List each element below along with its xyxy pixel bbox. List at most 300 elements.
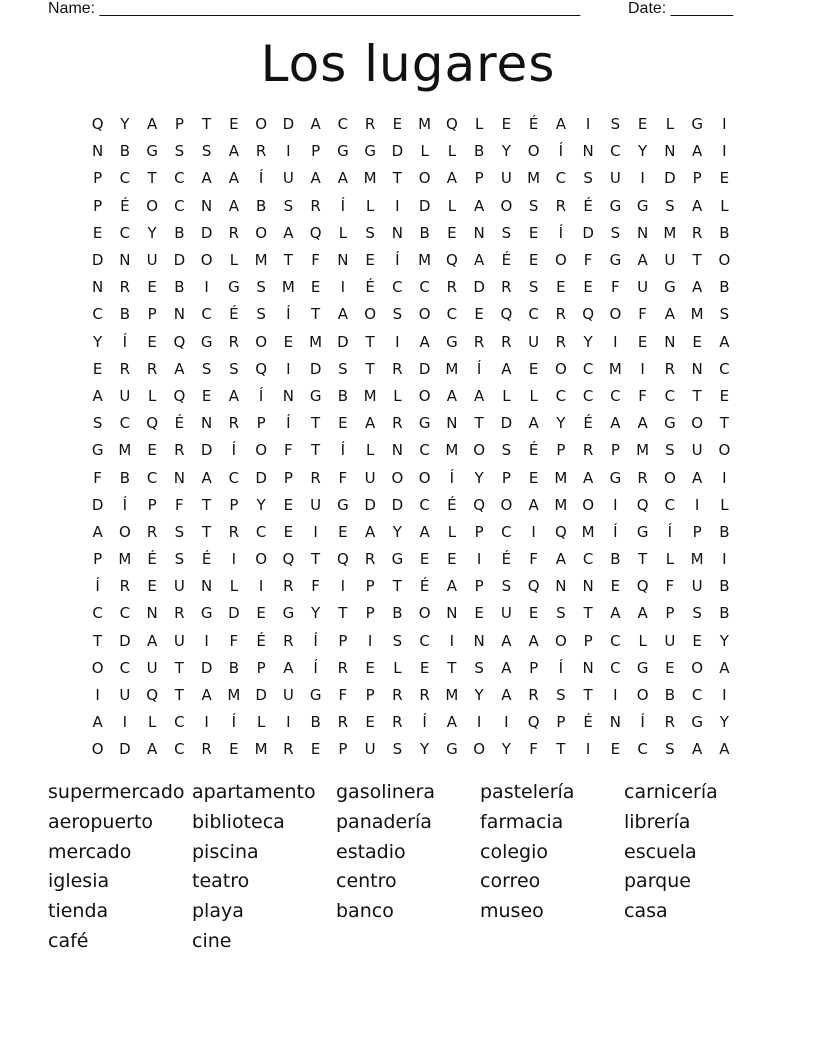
grid-letter[interactable]: E (283, 495, 294, 514)
grid-letter[interactable]: P (147, 305, 157, 324)
grid-letter[interactable]: L (229, 577, 239, 596)
grid-letter[interactable]: A (446, 577, 457, 596)
grid-letter[interactable]: Y (392, 522, 402, 541)
grid-letter[interactable]: G (636, 522, 649, 541)
grid-letter[interactable]: É (229, 305, 239, 324)
grid-letter[interactable]: D (282, 115, 295, 134)
grid-letter[interactable]: B (174, 223, 185, 242)
grid-letter[interactable]: N (201, 577, 213, 596)
grid-letter[interactable]: D (418, 196, 431, 215)
grid-letter[interactable]: M (636, 441, 650, 460)
grid-letter[interactable]: P (256, 658, 266, 677)
grid-letter[interactable]: I (531, 522, 536, 541)
grid-letter[interactable]: P (556, 441, 566, 460)
grid-letter[interactable]: S (665, 740, 675, 759)
grid-letter[interactable]: G (664, 278, 676, 297)
grid-letter[interactable]: O (418, 386, 431, 405)
grid-letter[interactable]: F (311, 251, 320, 270)
grid-letter[interactable]: O (418, 305, 431, 324)
grid-letter[interactable]: R (446, 278, 458, 297)
grid-letter[interactable]: A (637, 251, 648, 270)
grid-letter[interactable]: A (582, 468, 594, 487)
grid-letter[interactable]: O (255, 550, 268, 569)
grid-letter[interactable]: M (663, 223, 677, 242)
grid-letter[interactable]: F (638, 305, 647, 324)
grid-letter[interactable]: R (174, 441, 185, 460)
grid-letter[interactable]: E (447, 223, 457, 242)
grid-letter[interactable]: S (174, 550, 185, 569)
grid-letter[interactable]: N (146, 604, 158, 623)
grid-letter[interactable]: E (92, 359, 103, 378)
grid-letter[interactable]: A (664, 305, 675, 324)
grid-letter[interactable]: P (610, 441, 620, 460)
grid-letter[interactable]: T (692, 251, 702, 270)
grid-letter[interactable]: N (664, 332, 676, 351)
grid-letter[interactable]: S (338, 359, 348, 378)
grid-letter[interactable]: N (664, 142, 676, 161)
grid-letter[interactable]: I (613, 686, 618, 705)
grid-letter[interactable]: Í (667, 522, 673, 541)
grid-letter[interactable]: B (719, 223, 730, 242)
grid-letter[interactable]: R (228, 332, 240, 351)
grid-letter[interactable]: O (691, 658, 704, 677)
grid-letter[interactable]: O (636, 686, 649, 705)
grid-letter[interactable]: U (119, 686, 131, 705)
grid-letter[interactable]: C (174, 169, 185, 188)
grid-letter[interactable]: T (692, 386, 702, 405)
grid-letter[interactable]: C (582, 550, 594, 569)
grid-letter[interactable]: Í (231, 713, 237, 732)
grid-letter[interactable]: Q (636, 495, 649, 514)
date-field[interactable]: Date: _______ (628, 0, 733, 17)
grid-letter[interactable]: S (583, 169, 593, 188)
grid-letter[interactable]: U (637, 278, 649, 297)
grid-letter[interactable]: Q (582, 305, 595, 324)
grid-letter[interactable]: I (722, 550, 727, 569)
grid-letter[interactable]: Í (558, 223, 564, 242)
grid-letter[interactable]: I (231, 550, 237, 569)
grid-letter[interactable]: N (391, 223, 403, 242)
grid-letter[interactable]: G (146, 142, 158, 161)
grid-letter[interactable]: I (286, 359, 291, 378)
grid-letter[interactable]: M (309, 332, 323, 351)
grid-letter[interactable]: Y (311, 604, 321, 623)
grid-letter[interactable]: Y (556, 414, 566, 433)
grid-letter[interactable]: E (528, 251, 539, 270)
grid-letter[interactable]: B (473, 142, 485, 161)
grid-letter[interactable]: C (610, 631, 621, 650)
grid-letter[interactable]: A (473, 251, 485, 270)
grid-letter[interactable]: A (92, 713, 103, 732)
grid-letter[interactable]: C (582, 359, 594, 378)
grid-letter[interactable]: G (691, 115, 703, 134)
grid-letter[interactable]: D (228, 604, 240, 623)
grid-letter[interactable]: F (284, 441, 293, 460)
grid-letter[interactable]: A (610, 604, 621, 623)
grid-letter[interactable]: G (337, 142, 349, 161)
grid-letter[interactable]: Í (313, 631, 318, 650)
grid-letter[interactable]: I (313, 522, 318, 541)
grid-letter[interactable]: P (583, 631, 593, 650)
grid-letter[interactable]: E (637, 332, 648, 351)
grid-letter[interactable]: É (256, 631, 266, 650)
grid-letter[interactable]: D (91, 495, 104, 514)
grid-letter[interactable]: Í (340, 441, 346, 460)
grid-letter[interactable]: Y (719, 631, 729, 650)
grid-letter[interactable]: L (502, 386, 511, 405)
grid-letter[interactable]: Q (527, 713, 540, 732)
grid-letter[interactable]: A (555, 115, 566, 134)
grid-letter[interactable]: N (446, 604, 458, 623)
grid-letter[interactable]: G (200, 604, 213, 623)
grid-letter[interactable]: C (228, 468, 240, 487)
grid-letter[interactable]: C (555, 169, 567, 188)
grid-letter[interactable]: E (474, 604, 484, 623)
grid-letter[interactable]: R (228, 414, 240, 433)
grid-letter[interactable]: D (391, 142, 404, 161)
grid-letter[interactable]: S (256, 305, 266, 324)
grid-letter[interactable]: A (637, 604, 648, 623)
grid-letter[interactable]: Y (583, 332, 593, 351)
grid-letter[interactable]: P (283, 468, 293, 487)
grid-letter[interactable]: I (395, 196, 400, 215)
grid-letter[interactable]: A (528, 414, 539, 433)
grid-letter[interactable]: F (638, 386, 647, 405)
grid-letter[interactable]: G (691, 713, 703, 732)
grid-letter[interactable]: Q (445, 251, 458, 270)
grid-letter[interactable]: G (364, 142, 376, 161)
grid-letter[interactable]: S (692, 604, 702, 623)
grid-letter[interactable]: C (419, 495, 430, 514)
grid-letter[interactable]: D (309, 359, 322, 378)
grid-letter[interactable]: B (228, 658, 240, 677)
grid-letter[interactable]: E (474, 305, 484, 324)
grid-letter[interactable]: N (473, 223, 485, 242)
grid-letter[interactable]: É (419, 577, 430, 596)
grid-letter[interactable]: A (691, 142, 703, 161)
grid-letter[interactable]: S (501, 577, 512, 596)
grid-letter[interactable]: A (146, 115, 158, 134)
grid-letter[interactable]: Í (122, 332, 128, 351)
grid-letter[interactable]: C (664, 386, 676, 405)
grid-letter[interactable]: C (555, 386, 567, 405)
grid-letter[interactable]: N (201, 196, 213, 215)
grid-letter[interactable]: G (446, 740, 458, 759)
grid-letter[interactable]: E (419, 550, 430, 569)
grid-letter[interactable]: T (474, 414, 484, 433)
grid-letter[interactable]: R (664, 713, 676, 732)
grid-letter[interactable]: L (447, 196, 457, 215)
grid-letter[interactable]: C (119, 169, 131, 188)
grid-letter[interactable]: U (146, 251, 158, 270)
grid-letter[interactable]: M (281, 278, 295, 297)
grid-letter[interactable]: L (229, 251, 239, 270)
grid-letter[interactable]: A (92, 522, 103, 541)
grid-letter[interactable]: C (610, 658, 621, 677)
grid-letter[interactable]: E (147, 332, 157, 351)
grid-letter[interactable]: R (119, 278, 131, 297)
grid-letter[interactable]: T (311, 414, 321, 433)
grid-letter[interactable]: P (474, 577, 484, 596)
grid-letter[interactable]: R (392, 713, 403, 732)
grid-letter[interactable]: M (254, 740, 268, 759)
grid-letter[interactable]: R (337, 713, 349, 732)
grid-letter[interactable]: A (528, 631, 539, 650)
grid-letter[interactable]: R (691, 223, 703, 242)
grid-letter[interactable]: N (473, 631, 485, 650)
grid-letter[interactable]: P (365, 686, 375, 705)
grid-letter[interactable]: U (119, 386, 131, 405)
grid-letter[interactable]: R (119, 359, 131, 378)
grid-letter[interactable]: S (201, 142, 212, 161)
grid-letter[interactable]: Q (336, 550, 349, 569)
grid-letter[interactable]: C (691, 686, 703, 705)
grid-letter[interactable]: R (228, 522, 240, 541)
grid-letter[interactable]: E (419, 658, 430, 677)
grid-letter[interactable]: Q (473, 495, 486, 514)
grid-letter[interactable]: B (719, 278, 730, 297)
grid-letter[interactable]: E (692, 631, 702, 650)
grid-letter[interactable]: O (691, 414, 704, 433)
grid-letter[interactable]: R (637, 468, 648, 487)
grid-letter[interactable]: O (418, 468, 431, 487)
grid-letter[interactable]: T (392, 169, 402, 188)
grid-letter[interactable]: P (93, 169, 103, 188)
grid-letter[interactable]: A (691, 196, 703, 215)
grid-letter[interactable]: S (392, 631, 403, 650)
grid-letter[interactable]: I (585, 115, 591, 134)
grid-letter[interactable]: G (228, 278, 240, 297)
grid-letter[interactable]: Í (340, 196, 346, 215)
grid-letter[interactable]: M (118, 550, 132, 569)
grid-letter[interactable]: Q (282, 550, 295, 569)
grid-letter[interactable]: C (637, 740, 648, 759)
grid-letter[interactable]: N (337, 251, 349, 270)
grid-letter[interactable]: G (91, 441, 104, 460)
grid-letter[interactable]: P (529, 658, 539, 677)
grid-letter[interactable]: Í (613, 522, 618, 541)
grid-letter[interactable]: A (310, 115, 321, 134)
grid-letter[interactable]: Y (420, 740, 430, 759)
grid-letter[interactable]: D (91, 251, 104, 270)
grid-letter[interactable]: I (286, 142, 291, 161)
grid-letter[interactable]: C (419, 278, 430, 297)
grid-letter[interactable]: R (174, 604, 185, 623)
grid-letter[interactable]: A (419, 522, 430, 541)
grid-letter[interactable]: C (119, 223, 131, 242)
grid-letter[interactable]: A (283, 223, 294, 242)
grid-letter[interactable]: T (392, 577, 402, 596)
grid-letter[interactable]: L (365, 196, 375, 215)
grid-letter[interactable]: Í (231, 441, 237, 460)
grid-letter[interactable]: M (554, 495, 568, 514)
grid-letter[interactable]: A (528, 495, 539, 514)
grid-letter[interactable]: B (174, 278, 185, 297)
grid-letter[interactable]: R (501, 278, 512, 297)
grid-letter[interactable]: A (719, 740, 730, 759)
grid-letter[interactable]: N (92, 278, 104, 297)
grid-letter[interactable]: C (92, 305, 103, 324)
grid-letter[interactable]: A (446, 713, 457, 732)
grid-letter[interactable]: A (637, 414, 648, 433)
grid-letter[interactable]: F (229, 631, 239, 650)
grid-letter[interactable]: C (664, 495, 676, 514)
grid-letter[interactable]: I (340, 278, 346, 297)
grid-letter[interactable]: F (583, 251, 593, 270)
grid-letter[interactable]: Í (476, 359, 482, 378)
grid-letter[interactable]: E (665, 658, 675, 677)
grid-letter[interactable]: T (147, 169, 157, 188)
grid-letter[interactable]: I (640, 359, 645, 378)
grid-letter[interactable]: G (636, 196, 649, 215)
grid-letter[interactable]: P (338, 631, 348, 650)
grid-letter[interactable]: S (528, 196, 539, 215)
grid-letter[interactable]: M (554, 468, 568, 487)
grid-letter[interactable]: C (174, 713, 185, 732)
grid-letter[interactable]: I (694, 495, 700, 514)
grid-letter[interactable]: F (338, 686, 348, 705)
grid-letter[interactable]: M (118, 441, 132, 460)
grid-letter[interactable]: N (92, 142, 104, 161)
grid-letter[interactable]: R (228, 223, 240, 242)
grid-letter[interactable]: G (446, 332, 458, 351)
grid-letter[interactable]: É (583, 196, 593, 215)
grid-letter[interactable]: I (722, 142, 727, 161)
grid-letter[interactable]: R (255, 142, 267, 161)
grid-letter[interactable]: M (581, 522, 595, 541)
grid-letter[interactable]: Í (640, 713, 645, 732)
grid-letter[interactable]: O (255, 115, 268, 134)
grid-letter[interactable]: S (201, 359, 212, 378)
grid-letter[interactable]: E (528, 468, 539, 487)
grid-letter[interactable]: Í (286, 305, 291, 324)
grid-letter[interactable]: N (282, 386, 294, 405)
grid-letter[interactable]: F (175, 495, 184, 514)
grid-letter[interactable]: T (311, 305, 321, 324)
grid-letter[interactable]: I (286, 713, 291, 732)
grid-letter[interactable]: Q (146, 414, 159, 433)
grid-letter[interactable]: O (200, 251, 213, 270)
grid-letter[interactable]: U (282, 169, 294, 188)
grid-letter[interactable]: O (554, 251, 567, 270)
grid-letter[interactable]: C (582, 386, 594, 405)
grid-letter[interactable]: L (447, 522, 457, 541)
grid-letter[interactable]: E (692, 332, 702, 351)
grid-letter[interactable]: L (720, 495, 729, 514)
grid-letter[interactable]: L (338, 223, 348, 242)
grid-letter[interactable]: E (610, 577, 621, 596)
grid-letter[interactable]: U (146, 658, 158, 677)
grid-letter[interactable]: E (719, 169, 730, 188)
grid-letter[interactable]: B (419, 223, 430, 242)
grid-letter[interactable]: R (555, 196, 567, 215)
grid-letter[interactable]: F (311, 577, 320, 596)
grid-letter[interactable]: Í (449, 468, 455, 487)
grid-letter[interactable]: E (365, 713, 375, 732)
grid-letter[interactable]: F (338, 468, 348, 487)
grid-letter[interactable]: A (228, 386, 239, 405)
grid-letter[interactable]: E (338, 522, 348, 541)
grid-letter[interactable]: U (500, 169, 512, 188)
grid-letter[interactable]: E (501, 115, 512, 134)
grid-letter[interactable]: S (610, 115, 621, 134)
grid-letter[interactable]: Í (286, 414, 291, 433)
grid-letter[interactable]: S (665, 441, 675, 460)
grid-letter[interactable]: Í (95, 577, 100, 596)
grid-letter[interactable]: L (474, 115, 484, 134)
grid-letter[interactable]: F (665, 577, 675, 596)
grid-letter[interactable]: O (527, 142, 540, 161)
grid-letter[interactable]: D (255, 468, 267, 487)
grid-letter[interactable]: D (664, 169, 676, 188)
grid-letter[interactable]: O (91, 658, 104, 677)
grid-letter[interactable]: O (718, 251, 731, 270)
grid-letter[interactable]: S (283, 196, 294, 215)
grid-letter[interactable]: Y (474, 686, 484, 705)
grid-letter[interactable]: A (501, 686, 512, 705)
grid-letter[interactable]: S (556, 686, 566, 705)
grid-letter[interactable]: G (636, 658, 649, 677)
grid-letter[interactable]: I (204, 631, 209, 650)
grid-letter[interactable]: E (528, 359, 539, 378)
grid-letter[interactable]: O (473, 441, 486, 460)
grid-letter[interactable]: L (393, 386, 402, 405)
grid-letter[interactable]: P (474, 169, 484, 188)
grid-letter[interactable]: A (337, 305, 348, 324)
grid-letter[interactable]: E (637, 115, 648, 134)
grid-letter[interactable]: E (256, 604, 266, 623)
grid-letter[interactable]: Y (719, 713, 729, 732)
grid-letter[interactable]: G (337, 495, 349, 514)
grid-letter[interactable]: E (556, 278, 566, 297)
grid-letter[interactable]: S (665, 196, 675, 215)
grid-letter[interactable]: É (528, 115, 539, 134)
grid-letter[interactable]: É (583, 713, 593, 732)
grid-letter[interactable]: G (200, 332, 213, 351)
grid-letter[interactable]: O (146, 196, 159, 215)
grid-letter[interactable]: N (119, 251, 131, 270)
grid-letter[interactable]: O (418, 604, 431, 623)
grid-letter[interactable]: E (719, 386, 730, 405)
grid-letter[interactable]: Í (558, 142, 564, 161)
grid-letter[interactable]: C (446, 305, 458, 324)
grid-letter[interactable]: L (638, 631, 647, 650)
grid-letter[interactable]: É (528, 441, 539, 460)
grid-letter[interactable]: I (585, 740, 591, 759)
grid-letter[interactable]: O (500, 495, 513, 514)
grid-letter[interactable]: A (228, 169, 239, 188)
grid-letter[interactable]: C (610, 142, 621, 161)
grid-letter[interactable]: C (174, 196, 185, 215)
grid-letter[interactable]: A (691, 468, 703, 487)
grid-letter[interactable]: A (228, 142, 239, 161)
grid-letter[interactable]: T (311, 550, 321, 569)
grid-letter[interactable]: E (610, 740, 621, 759)
grid-letter[interactable]: R (419, 686, 430, 705)
grid-letter[interactable]: G (664, 414, 676, 433)
grid-letter[interactable]: Q (527, 577, 540, 596)
grid-letter[interactable]: N (201, 414, 213, 433)
grid-letter[interactable]: P (256, 414, 266, 433)
grid-letter[interactable]: F (611, 278, 620, 297)
grid-letter[interactable]: U (500, 604, 512, 623)
grid-letter[interactable]: U (282, 686, 294, 705)
grid-letter[interactable]: A (310, 169, 321, 188)
grid-letter[interactable]: S (392, 740, 403, 759)
grid-letter[interactable]: Í (395, 251, 400, 270)
grid-letter[interactable]: D (200, 658, 213, 677)
grid-letter[interactable]: U (691, 441, 703, 460)
